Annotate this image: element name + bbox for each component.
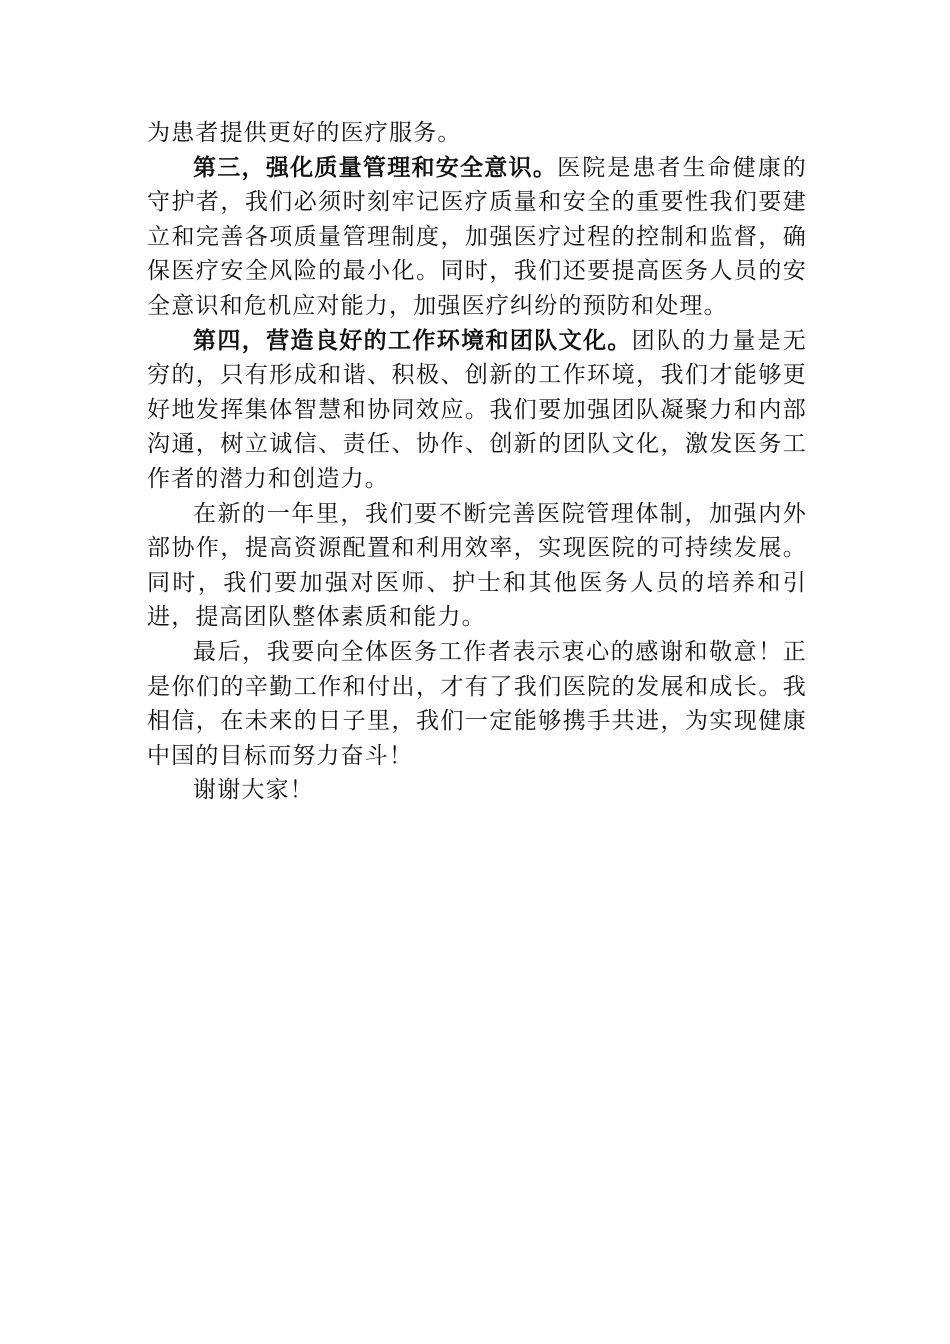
paragraph-closing: [147, 635, 807, 773]
paragraph-text: 在新的一年里，我们要不断完善医院管理体制，加强内外部协作，提高资源配置和利用效率，实现医院的可持续发展。同时，我们要加强对医师、护士和其他医务人员的培养和引进，提高团队整体素质和能力。: [147, 500, 807, 631]
paragraph-new-year: [147, 497, 807, 635]
paragraph-fourth-point: [147, 324, 807, 497]
paragraph-third-point: [147, 151, 807, 324]
paragraph-heading: 第四，营造良好的工作环境和团队文化。: [193, 327, 632, 354]
paragraph-text: 为患者提供更好的医疗服务。: [147, 120, 462, 146]
paragraph-text: 团队的力量是无穷的，只有形成和谐、积极、创新的工作环境，我们才能够更好地发挥集体智慧和协同效应。我们要加强团队凝聚力和内部沟通，树立诚信、责任、协作、创新的团队文化，激发医务工作者的潜力和创造力。: [147, 327, 807, 492]
paragraph-heading: 第三，强化质量管理和安全意识。: [193, 154, 558, 181]
paragraph-continuation: [147, 116, 807, 151]
paragraph-text: 最后，我要向全体医务工作者表示衷心的感谢和敬意！正是你们的辛勤工作和付出，才有了我们医院的发展和成长。我相信，在未来的日子里，我们一定能够携手共进，为实现健康中国的目标而努力奋斗！: [147, 638, 807, 769]
document-page: [147, 116, 807, 808]
paragraph-text: 医院是患者生命健康的守护者，我们必须时刻牢记医疗质量和安全的重要性我们要建立和完善各项质量管理制度，加强医疗过程的控制和监督，确保医疗安全风险的最小化。同时，我们还要提高医务人员的安全意识和危机应对能力，加强医疗纠纷的预防和处理。: [147, 154, 807, 319]
paragraph-thanks: [147, 773, 807, 808]
paragraph-text: 谢谢大家！: [193, 777, 314, 804]
